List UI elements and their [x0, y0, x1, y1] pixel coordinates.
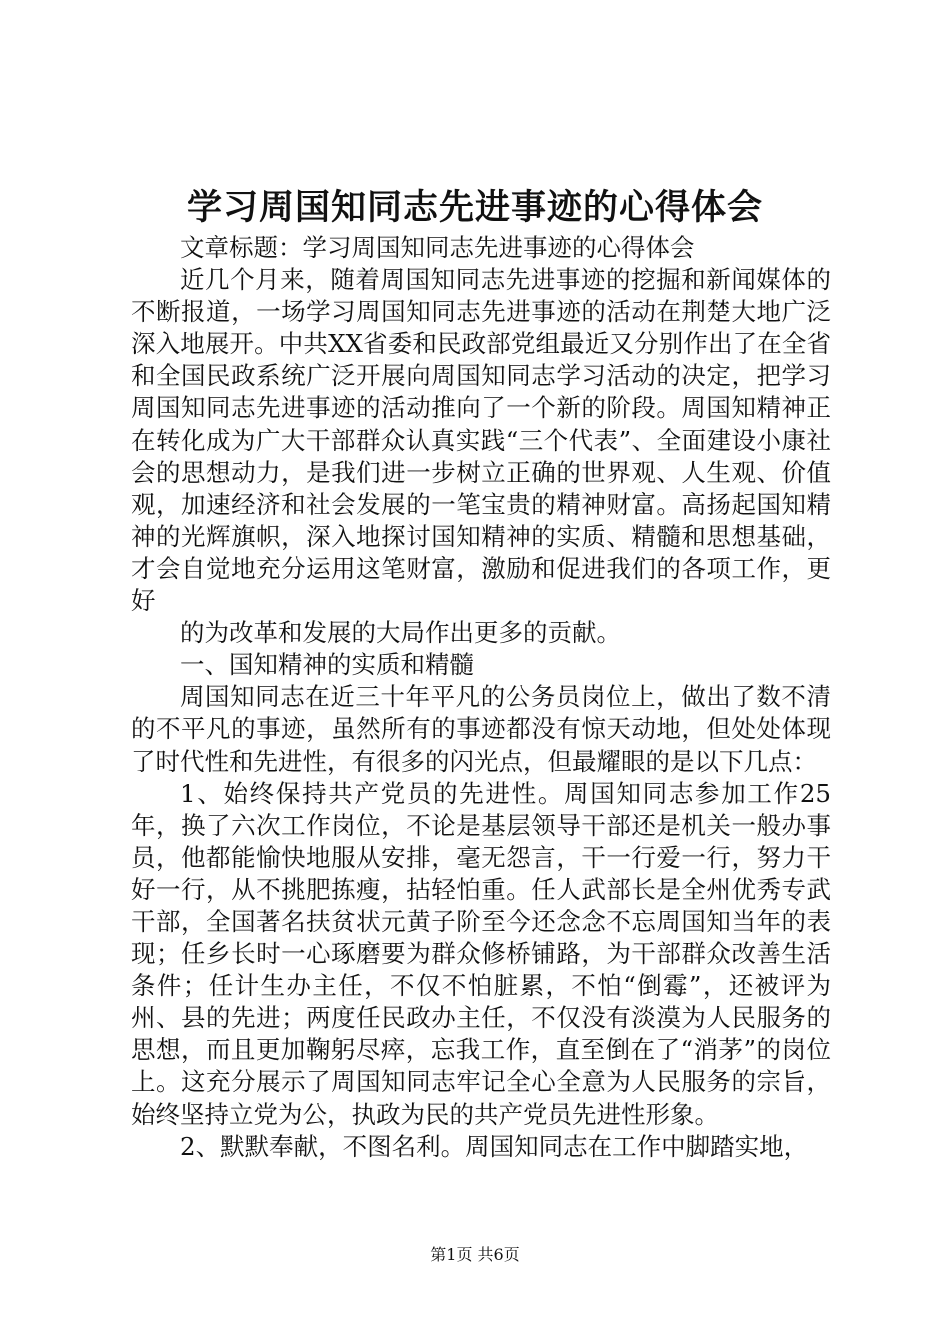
page-title: 学习周国知同志先进事迹的心得体会 [186, 187, 763, 228]
article-title-line: 文章标题：学习周国知同志先进事迹的心得体会 [180, 233, 695, 262]
paragraph: 2、默默奉献，不图名利。周国知同志在工作中脚踏实地， [180, 1131, 809, 1161]
document-body [131, 232, 831, 1163]
page-number-footer: 第1页 共6页 [430, 1245, 520, 1264]
paragraph: 周国知同志在近三十年平凡的公务员岗位上，做出了数不清的不平凡的事迹，虽然所有的事迹都没有惊天动地，但处处体现了时代性和先进性，有很多的闪光点，但最耀眼的是以下几点： [131, 682, 831, 776]
paragraph: 近几个月来，随着周国知同志先进事迹的挖掘和新闻媒体的不断报道，一场学习周国知同志先进事迹的活动在荆楚大地广泛深入地展开。中共XX省委和民政部党组最近又分别作出了在全省和全国民政系统广泛开展向周国知同志学习活动的决定，把学习周国知同志先进事迹的活动推向了一个新的阶段。周国知精神正在转化成为广大干部群众认真实践“三个代表”、全面建设小康社会的思想动力，是我们进一步树立正确的世界观、人生观、价值观，加速经济和社会发展的一笔宝贵的精神财富。高扬起国知精神的光辉旗帜，深入地探讨国知精神的实质、精髓和思想基础，才会自觉地充分运用这笔财富，激励和促进我们的各项工作，更好 [131, 265, 831, 616]
section-heading: 一、国知精神的实质和精髓 [180, 650, 474, 680]
paragraph: 1、始终保持共产党员的先进性。周国知同志参加工作25年，换了六次工作岗位，不论是基层领导干部还是机关一般办事员，他都能愉快地服从安排，毫无怨言，干一行爱一行，努力干好一行，从不挑肥拣瘦，拈轻怕重。任人武部长是全州优秀专武干部，全国著名扶贫状元黄子阶至今还念念不忘周国知当年的表现；任乡长时一心琢磨要为群众修桥铺路，为干部群众改善生活条件；任计生办主任，不仅不怕脏累，不怕“倒霉”，还被评为州、县的先进；两度任民政办主任，不仅没有淡漠为人民服务的思想，而且更加鞠躬尽瘁，忘我工作，直至倒在了“消茅”的岗位上。这充分展示了周国知同志牢记全心全意为人民服务的宗旨，始终坚持立党为公，执政为民的共产党员先进性形象。 [131, 778, 831, 1129]
paragraph: 的为改革和发展的大局作出更多的贡献。 [180, 618, 621, 648]
